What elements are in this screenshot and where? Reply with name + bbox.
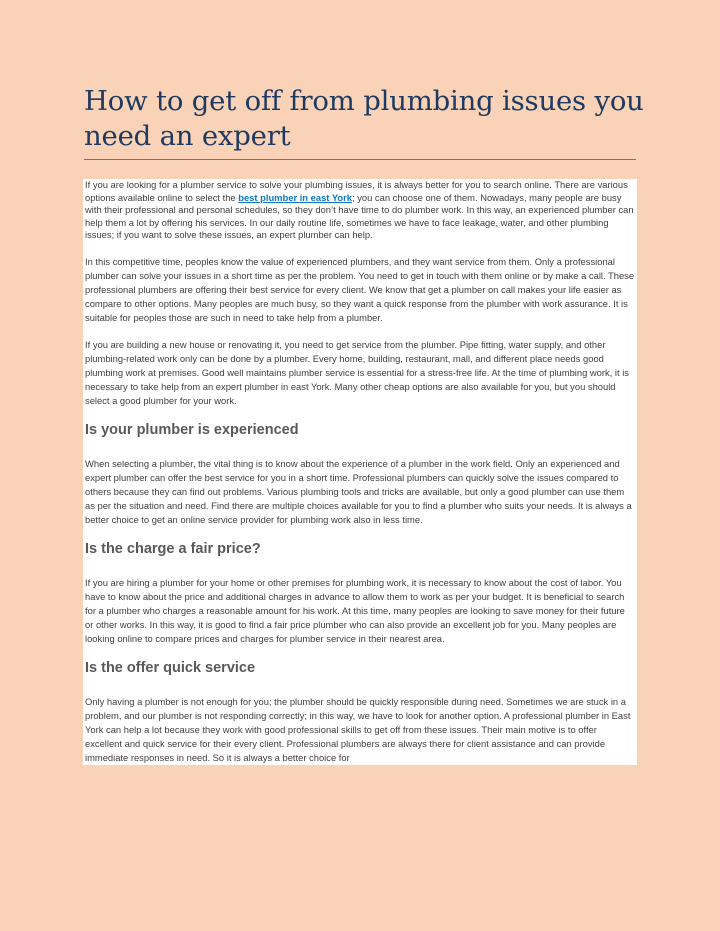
best-plumber-link[interactable]: best plumber in east York [238, 191, 352, 203]
article-body [83, 179, 637, 765]
section-heading-fair-price: Is the charge a fair price? [85, 540, 261, 557]
paragraph-competitive-time: In this competitive time, peoples know the value of experienced plumbers, and they want service from them. Only a professional plumber can solve your issues in a short time as per the problem. You need to get in touch with them online or by make a call. These professional plumbers are offering their best service for every client. We know that get a plumber on call makes your life easier as compare to other options. Many peoples are much busy, so they want a quick response from the plumber with work assurance. It is suitable for peoples those are such in need to take help from a plumber. [85, 255, 635, 323]
paragraph-new-house: If you are building a new house or renovating it, you need to get service from the plumber. Pipe fitting, water supply, and other plumbing-related work only can be done by a plumber. Every home, building, restaurant, mall, and different place needs good plumbing work at premises. Good well maintains plumber service is essential for a stress-free life. At the time of plumbing work, it is necessary to take help from an expert plumber in east York. Many other cheap options are also available for you, but you should select a good plumber for your work. [85, 338, 629, 406]
section-text-fair-price: If you are hiring a plumber for your home or other premises for plumbing work, it is necessary to know about the cost of labor. You have to know about the price and additional charges in advance to allow them to work as per your budget. It is beneficial to search for a plumber who charges a reasonable amount for his work. At this time, many peoples are looking to save money for their future or other works. In this way, it is good to find a fair price plumber who can also provide an excellent job for you. Many peoples are looking online to compare prices and charges for plumber service in their nearest area. [85, 576, 625, 644]
section-text-experienced: When selecting a plumber, the vital thing is to know about the experience of a plumber in the work field. Only an experienced and expert plumber can offer the best service for you in a short time. Professional plumbers can quickly solve the issues compared to others because they can find out problems. Various plumbing tools and tricks are available, but only a good plumber can use them as per the situation and need. Find there are multiple choices available for you to find a plumber who suits your needs. It is always a better choice to get an online service provider for plumbing work also in less time. [85, 457, 632, 525]
intro-paragraph [85, 179, 635, 242]
section-heading-quick-service: Is the offer quick service [85, 659, 256, 676]
intro-text-after-link: ; you can choose one of them. Nowadays, many people are busy with their professional and personal schedules, so they don’t have time to do plumber work. In this way, an experienced plumber can help them a lot by offering his services. In our daily routine life, sometimes we have to face leakage, water, and other plumbing issues; if you want to solve these issues, an expert plumber can help. [85, 191, 634, 240]
page-title: How to get off from plumbing issues you need an expert [84, 85, 644, 152]
intro-text-before-link: If you are looking for a plumber service to solve your plumbing issues, it is always better for you to search online. There are various options available online to select the [85, 179, 628, 203]
section-text-quick-service: Only having a plumber is not enough for you; the plumber should be quickly responsible during need. Sometimes we are stuck in a problem, and our plumber is not responding correctly; in this way, we have to look for another option. A professional plumber in East York can help a lot because they work with good professional skills to get off from these issues. Their main motive is to offer excellent and quick service for their every client. Professional plumbers are always there for client assistance and can provide immediate responses in need. So it is always a better choice for [85, 695, 631, 763]
section-heading-experienced: Is your plumber is experienced [85, 421, 299, 438]
title-underline [84, 159, 636, 160]
